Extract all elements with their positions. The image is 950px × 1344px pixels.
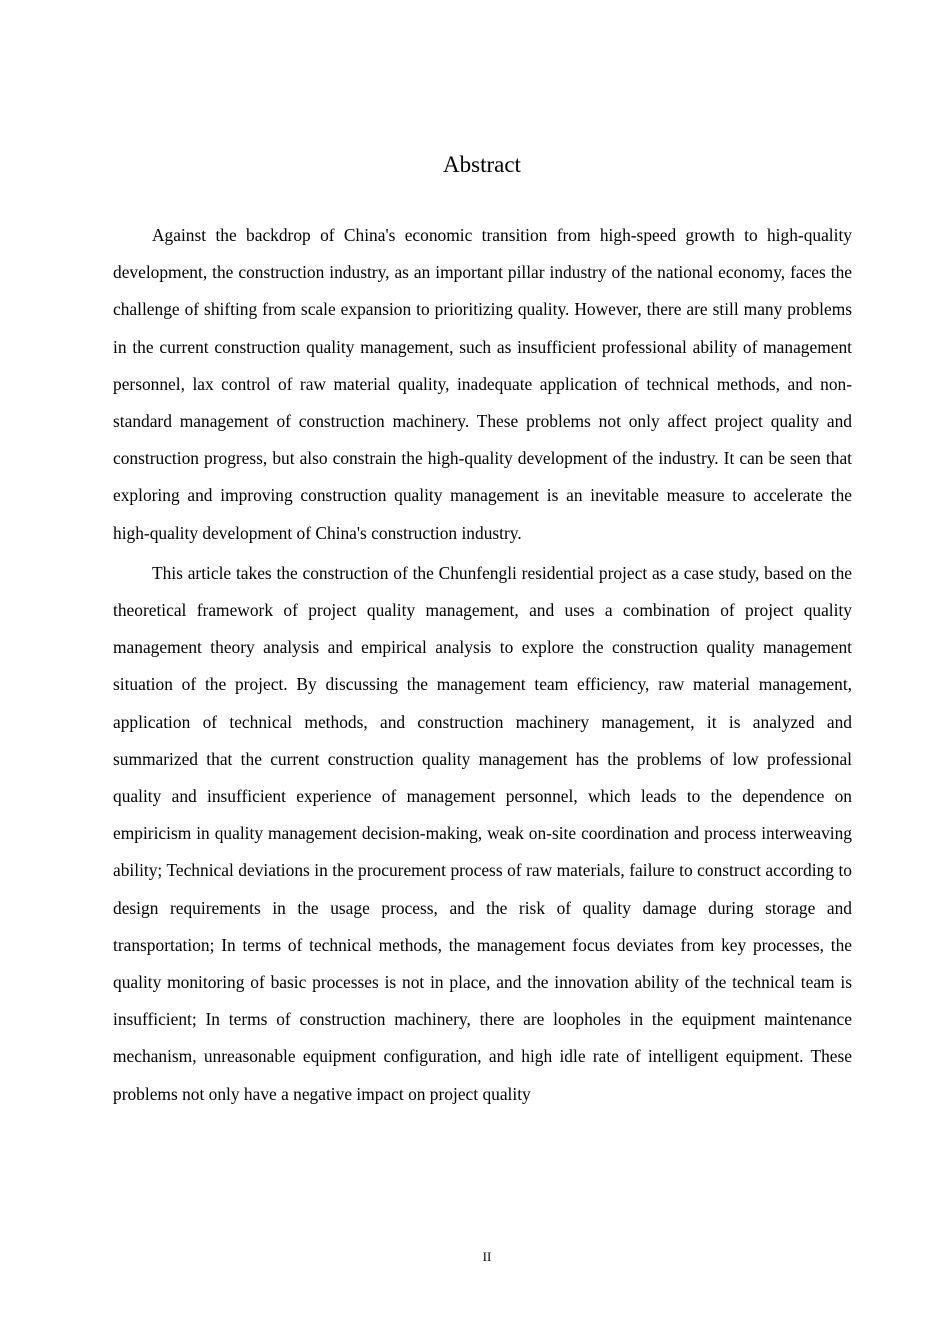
abstract-paragraph-2: This article takes the construction of the Chunfengli residential project as a case study, based on the theoretical framework of project quality management, and uses a combination of project quality management theory analysis and empirical analysis to explore the construction quality management situation of the project. By discussing the management team efficiency, raw material management, application of technical methods, and construction machinery management, it is analyzed and summarized that the current construction quality management has the problems of low professional quality and insufficient experience of management personnel, which leads to the dependence on empiricism in quality management decision-making, weak on-site coordination and process interweaving ability; Technical deviations in the procurement process of raw materials, failure to construct according to design requirements in the usage process, and the risk of quality damage during storage and transportation; In terms of technical methods, the management focus deviates from key processes, the quality monitoring of basic processes is not in place, and the innovation ability of the technical team is insufficient; In terms of construction machinery, there are loopholes in the equipment maintenance mechanism, unreasonable equipment configuration, and high idle rate of intelligent equipment. These problems not only have a negative impact on project quality xyxy=(113,562,852,1104)
page-title: Abstract xyxy=(443,152,521,177)
abstract-body xyxy=(113,217,852,1116)
page-number: II xyxy=(482,1249,492,1264)
abstract-paragraph-1: Against the backdrop of China's economic transition from high-speed growth to high-quality development, the construction industry, as an important pillar industry of the national economy, faces the challenge of shifting from scale expansion to prioritizing quality. However, there are still many problems in the current construction quality management, such as insufficient professional ability of management personnel, lax control of raw material quality, inadequate application of technical methods, and non-standard management of construction machinery. These problems not only affect project quality and construction progress, but also constrain the high-quality development of the industry. It can be seen that exploring and improving construction quality management is an inevitable measure to accelerate the high-quality development of China's construction industry. xyxy=(113,225,852,543)
